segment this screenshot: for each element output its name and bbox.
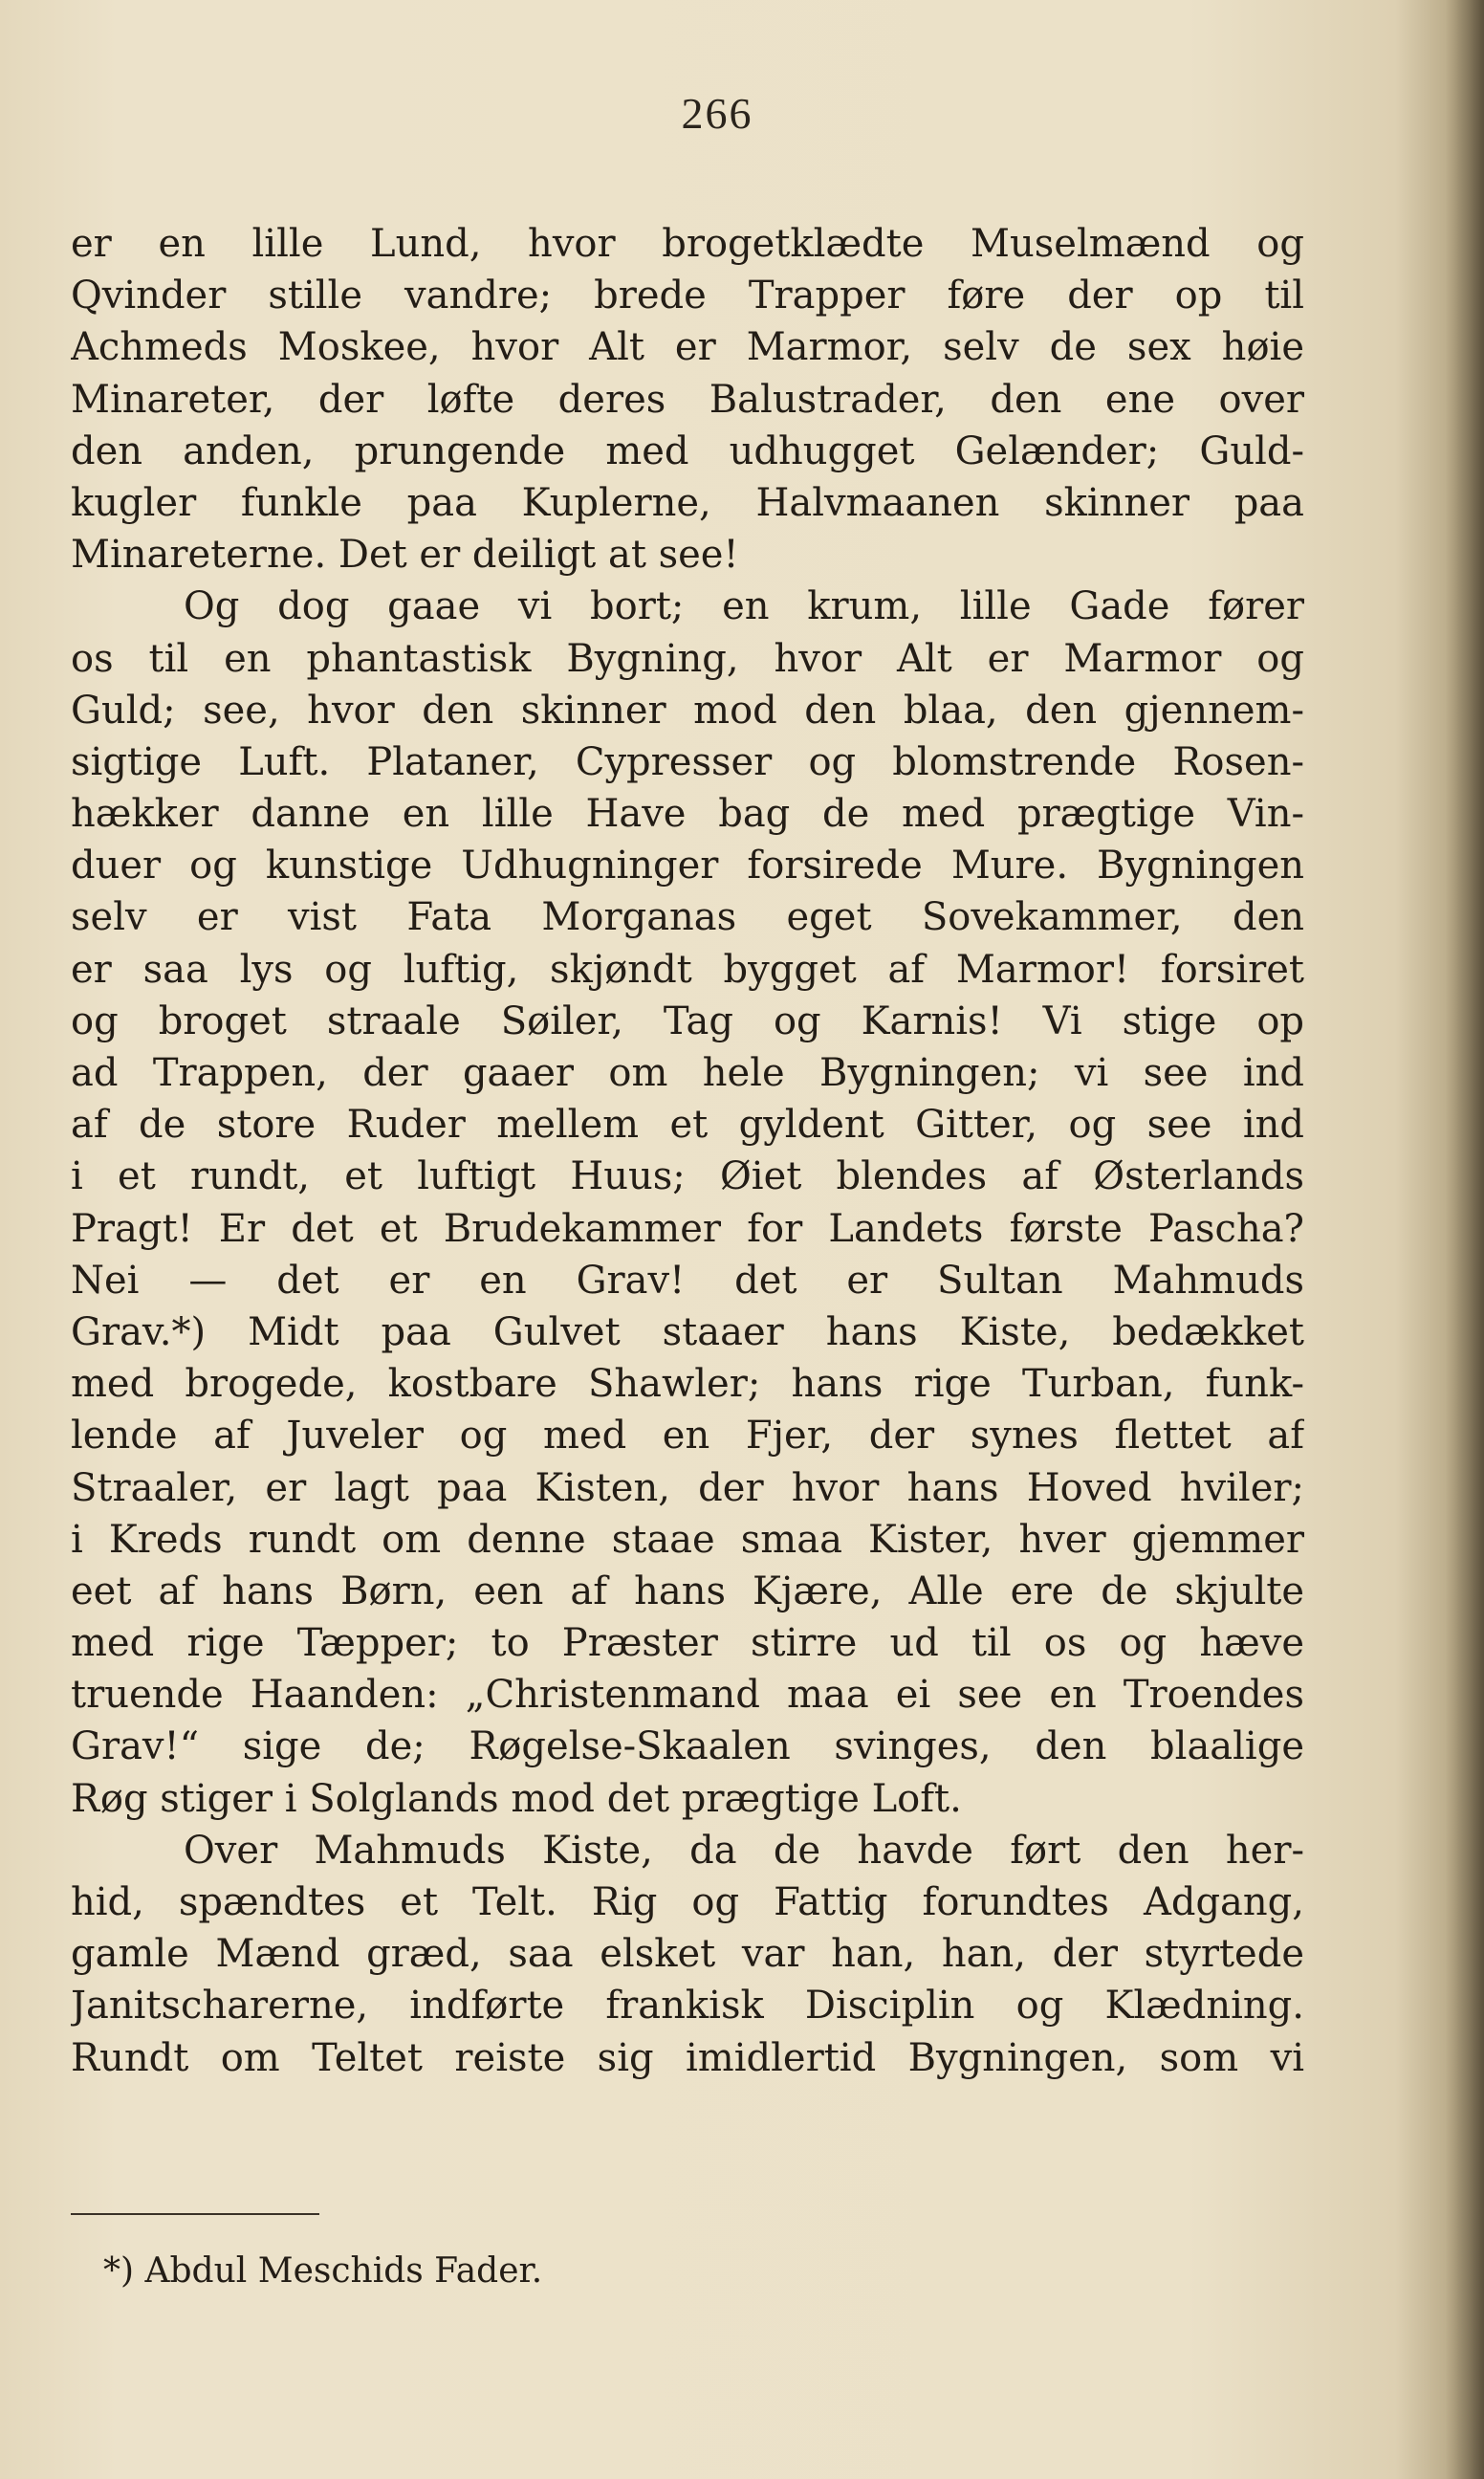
text-line: Minareterne. Det er deiligt at see!: [71, 533, 739, 578]
text-line: Qvinder stille vandre; brede Trapper føre der op til: [71, 274, 1304, 318]
text-line: den anden, prungende med udhugget Gelænder; Guld-: [71, 428, 1304, 473]
text-line: os til en phantastisk Bygning, hvor Alt er Marmor og: [71, 636, 1304, 681]
paragraph-start-line: Og dog gaae vi bort; en krum, lille Gade fører: [184, 584, 1304, 629]
text-line: Pragt! Er det et Brudekammer for Landets første Pascha?: [71, 1206, 1304, 1251]
text-line: i et rundt, et luftigt Huus; Øiet blendes af Østerlands: [71, 1154, 1304, 1199]
text-line: lende af Juveler og med en Fjer, der synes flettet af: [71, 1414, 1304, 1459]
text-line: Grav!“ sige de; Røgelse-Skaalen svinges, den blaalige: [71, 1724, 1304, 1769]
text-line: hækker danne en lille Have bag de med prægtige Vin-: [71, 792, 1304, 837]
text-line: med brogede, kostbare Shawler; hans rige Turban, funk-: [71, 1362, 1304, 1407]
footnote-divider: [71, 2213, 319, 2215]
text-line: Rundt om Teltet reiste sig imidlertid Bygningen, som vi: [71, 2035, 1304, 2080]
text-line: gamle Mænd græd, saa elsket var han, han, der styrtede: [71, 1932, 1304, 1977]
body-text: [71, 218, 1304, 2084]
text-line: af de store Ruder mellem et gyldent Gitter, og see ind: [71, 1103, 1304, 1148]
page-edge-shadow: [1446, 0, 1484, 2479]
text-line: Achmeds Moskee, hvor Alt er Marmor, selv de sex høie: [71, 325, 1304, 370]
text-line: Nei — det er en Grav! det er Sultan Mahmuds: [71, 1258, 1304, 1303]
text-line: Janitscharerne, indførte frankisk Disciplin og Klædning.: [71, 1984, 1304, 2029]
text-line: Grav.*) Midt paa Gulvet staaer hans Kiste, bedækket: [71, 1309, 1304, 1354]
text-line: med rige Tæpper; to Præster stirre ud til os og hæve: [71, 1621, 1304, 1666]
text-line: er en lille Lund, hvor brogetklædte Muselmænd og: [71, 222, 1304, 266]
text-line: Straaler, er lagt paa Kisten, der hvor hans Hoved hviler;: [71, 1465, 1304, 1510]
text-line: selv er vist Fata Morganas eget Sovekammer, den: [71, 895, 1304, 940]
paragraph-start-line: Over Mahmuds Kiste, da de havde ført den her-: [184, 1828, 1304, 1873]
text-line: er saa lys og luftig, skjøndt bygget af Marmor! forsiret: [71, 947, 1304, 992]
text-line: kugler funkle paa Kuplerne, Halvmaanen skinner paa: [71, 480, 1304, 525]
page-number: 266: [681, 89, 753, 138]
text-line: duer og kunstige Udhugninger forsirede Mure. Bygningen: [71, 844, 1304, 888]
text-line: truende Haanden: „Christenmand maa ei see en Troendes: [71, 1673, 1304, 1718]
text-line: Røg stiger i Solglands mod det prægtige Loft.: [71, 1776, 962, 1821]
text-line: ad Trappen, der gaaer om hele Bygningen; vi see ind: [71, 1051, 1304, 1095]
text-line: hid, spændtes et Telt. Rig og Fattig forundtes Adgang,: [71, 1880, 1304, 1924]
text-line: eet af hans Børn, een af hans Kjære, Alle ere de skjulte: [71, 1569, 1304, 1613]
text-line: sigtige Luft. Plataner, Cypresser og blomstrende Rosen-: [71, 739, 1304, 784]
text-line: i Kreds rundt om denne staae smaa Kister, hver gjemmer: [71, 1517, 1304, 1562]
text-line: og broget straale Søiler, Tag og Karnis! Vi stige op: [71, 998, 1304, 1043]
text-line: Guld; see, hvor den skinner mod den blaa, den gjennem-: [71, 688, 1304, 733]
footnote: *) Abdul Meschids Fader.: [103, 2251, 543, 2291]
text-line: Minareter, der løfte deres Balustrader, den ene over: [71, 377, 1304, 422]
